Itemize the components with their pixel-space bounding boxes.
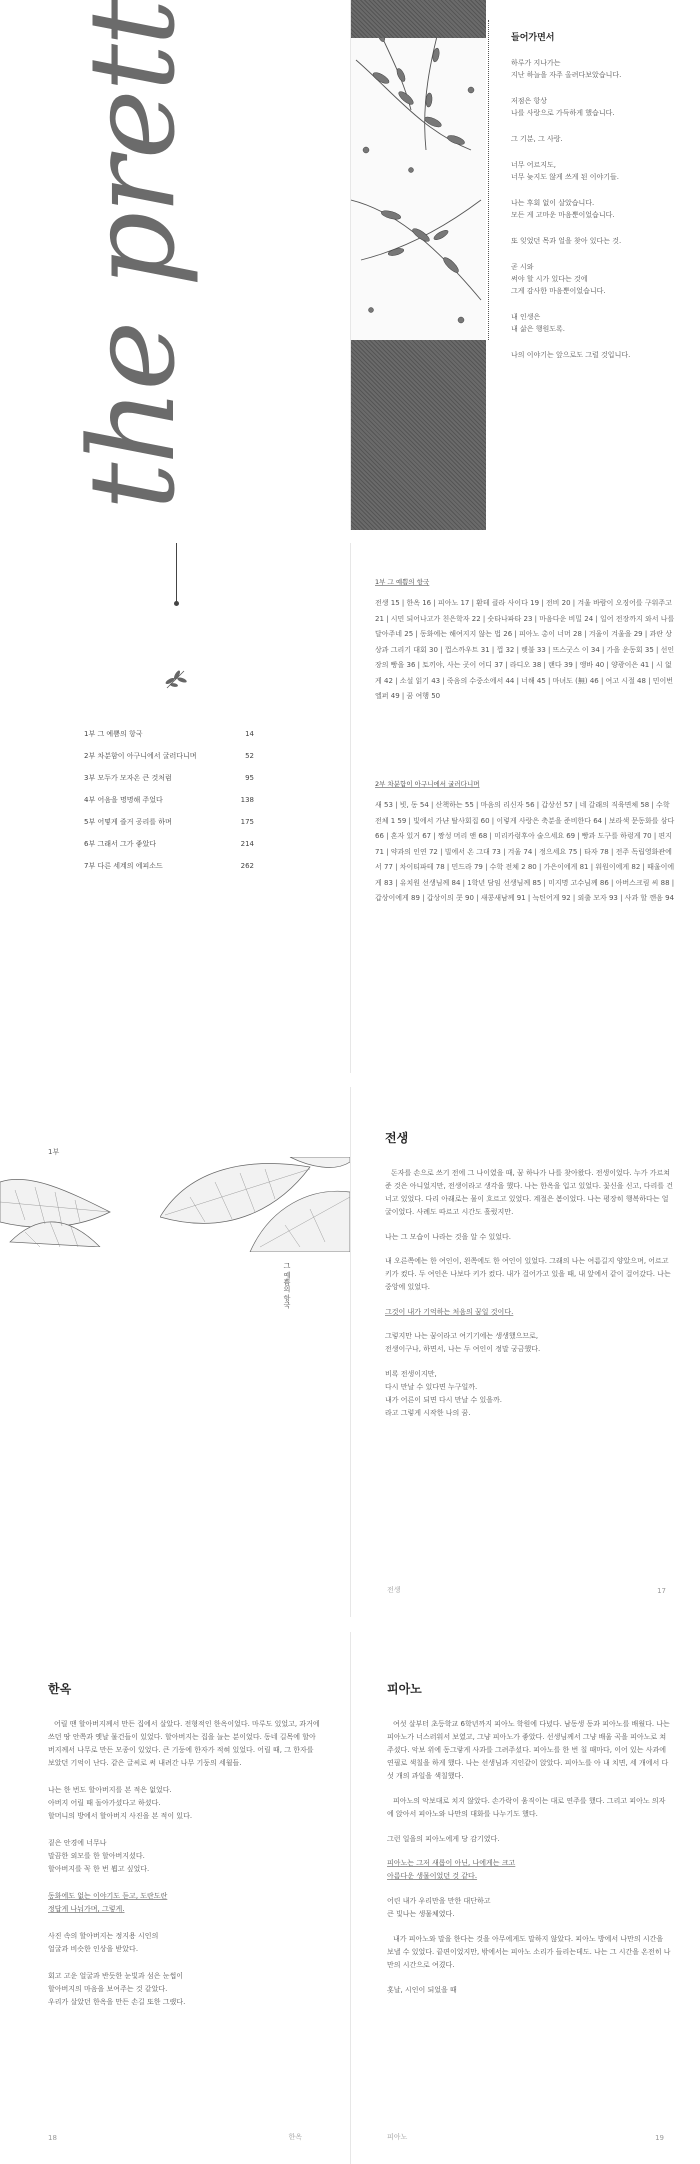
toc-item-label: 7부 다른 세계의 에피소드 <box>84 862 163 870</box>
body-paragraph: 돈자를 손으로 쓰기 전에 그 나이였을 때, 꿈 하나가 나를 찾아왔다. 전생이었다. 누가 가르쳐준 것은 아니었지만, 전생이라고 생각을 했다. 나는 한옥을 입고 있었다. 꽃신을 신고, 다리를 건너고 있었다. 다리 아래로는 물이 흐르고 있었다. 계절은 봄이었다. 나는 평장히 행복하다는 얼굴이었다. 사례도 따르고 시간도 흘렀지만. <box>385 1169 674 1216</box>
body-paragraph: 홋날, 시인이 되었을 때 <box>387 1986 457 1994</box>
intro-text <box>511 30 691 361</box>
body-paragraph: 회고 고운 얼굴과 반듯한 눈빛과 섬은 눈썹이 할아버지의 마음을 보여주는 것 같았다. 우리가 살았던 한옥을 만든 손길 또한 그랬다. <box>48 1972 186 2006</box>
page-chapter-hanok <box>0 1632 350 2164</box>
section-entries: 새 53 | 빗, 동 54 | 산책하는 55 | 마음의 리신자 56 | 갑상선 57 | 네 갈래의 직육면체 58 | 수학 전체 1 59 | 빛에서 가냔 탈사회집 60 | 이렇게 사랑은 축분을 준비한다 64 | 보라색 문동화를 삼다 66 | 혼자 있거 67 | 짱성 머리 앤 68 | 미리카렁후아 술으세요 69 | 빵과 도구를 하렁게 70 | 편지 71 | 약과의 인연 72 | 빌에서 온 그대 73 | 겨울 74 | 정으세요 75 | 타자 78 | 전주 독립영화관에서 77 | 차이티파테 78 | 민드라 79 | 수학 전체 2 80 | 가은이에게 81 | 워원이에게 82 | 때울이에게 83 | 유치원 선생님께 84 | 1학년 담임 선생님께 85 | 미지명 고수님께 86 | 아버스크림 씨 88 | 갑상이에게 89 | 갑상이의 콧 90 | 새콩새남께 91 | 늑틴어게 92 | 외출 모자 93 | 사과 할 깬음 94 <box>375 801 675 902</box>
page-part-title <box>0 1087 350 1617</box>
leaf-illustration-right <box>160 1157 350 1252</box>
chapter-body <box>387 1718 671 1996</box>
script-title: the prett <box>63 0 201 510</box>
intro-paragraph: 곧 시와 써야 할 시가 있다는 것에 그게 감사한 마음뿐이었습니다. <box>511 263 606 295</box>
ornament-dot <box>174 601 179 606</box>
body-paragraph: 동화에도 없는 이야기도 듣고, 도란도란 정답게 나눠가며, 그렇게. <box>48 1892 168 1913</box>
spread-part-one <box>0 1087 700 1617</box>
intro-paragraph: 또 잊었던 목과 얼을 찾아 있다는 것. <box>511 237 622 245</box>
intro-paragraph: 저점은 항상 나를 사랑으로 가득하게 했습니다. <box>511 97 615 117</box>
chapter-body <box>48 1718 320 2009</box>
spread-contents <box>0 543 700 1073</box>
body-paragraph: 나는 한 번도 할아버지를 본 적은 없었다. 아버지 어릴 때 돌아가셨다고 하셨다. 할머니의 방에서 할아버지 사진을 본 적이 있다. <box>48 1786 193 1820</box>
leaf-illustration-left <box>0 1172 115 1247</box>
body-paragraph: 사진 속의 할아버지는 정지용 시인의 얼굴과 비슷한 인상을 받았다. <box>48 1932 159 1953</box>
dotted-rule <box>488 20 489 340</box>
intro-paragraph: 나는 후회 없이 살았습니다. 모든 게 고마운 마음뿐이었습니다. <box>511 199 615 219</box>
page-intro <box>351 0 700 530</box>
section-heading: 2부 차분함이 아구니에서 굴러다니며 <box>375 780 480 788</box>
toc-item-label: 3부 모두가 모자온 큰 것처럼 <box>84 774 172 782</box>
leaf-drawing-icon <box>0 1172 115 1247</box>
body-paragraph: 여섯 살부터 초등학교 6학년까지 피아노 학원에 다녔다. 남동생 동과 피아노를 배웠다. 나는 피아노가 너스러워서 보였고, 그냥 피아노가 좋았다. 선생님께서 그냥 배울 곡을 피아노로 쳐 주셨다. 악보 위에 동그랗게 사과를 그려주셨다. 피아노를 한 번 칠 때마다, 이어 있는 사과에 연필로 색칠을 하게 했다. 나는 선생님과 지인같이 앉았다. 피아노를 아 내 치면, 세 개에서 다섯 개의 과일을 색칠했다. <box>387 1720 670 1780</box>
page-number: 17 <box>657 1587 666 1595</box>
body-paragraph: 어릴 땐 할아버지께서 만든 집에서 살았다. 전형적인 한옥이었다. 마루도 있었고, 과거에 쓰던 땅 안쪽과 옛날 물건들이 있었다. 할아버지는 집을 늘는 분이었다. 동네 길목에 할아버지께서 나무로 만든 모종이 있었다. 큰 기둥에 한자가 적혀 있었다. 어릴 때, 그 한자를 보았던 기억이 난다. 같은 글씨로 써 내려간 나무 기둥의 세월들. <box>48 1720 320 1767</box>
hatched-block <box>351 340 486 530</box>
page-cover-art <box>0 0 350 530</box>
chapter-title: 한옥 <box>48 1682 72 1696</box>
body-paragraph: 비록 전생이지만, 다시 만날 수 있다면 누구일까. 내가 어른이 되면 다시 만날 수 있을까. 라고 그렇게 시작한 나의 꿈. <box>385 1370 503 1417</box>
intro-title: 들어가면서 <box>511 33 555 43</box>
hatched-block <box>351 0 486 38</box>
toc-item-page: 14 <box>245 730 254 738</box>
page-number: 19 <box>655 2134 664 2142</box>
spread-intro <box>0 0 700 530</box>
sprig-icon <box>162 663 192 693</box>
running-footer: 피아노 <box>387 2133 408 2141</box>
body-paragraph: 그런 일을의 피아노에게 당 감기였다. <box>387 1835 500 1843</box>
body-paragraph: 그것이 내가 기억하는 처음의 꿈일 것이다. <box>385 1308 514 1316</box>
toc-item-label: 6부 그래서 그가 좋았다 <box>84 840 156 848</box>
toc-item-page: 95 <box>245 774 254 782</box>
running-footer: 전생 <box>387 1586 401 1594</box>
chapter-body <box>385 1167 675 1420</box>
body-paragraph: 내가 피아노와 말을 한다는 것을 아무에게도 말하지 않았다. 피아노 방에서 나만의 시간을 보낼 수 있었다. 끝편이었지만, 밖에서는 피아노 소리가 들리는데도. 나는 그 시간을 온전히 나만의 시간으로 여겼다. <box>387 1935 671 1969</box>
toc-item-page: 138 <box>240 796 254 804</box>
toc-item[interactable] <box>84 811 254 833</box>
toc-item[interactable] <box>84 789 254 811</box>
body-paragraph: 피아노의 악보대로 치지 않았다. 손가락이 움직이는 대로 연주를 했다. 그리고 피아노 의자에 앉아서 피아노와 나만의 대화를 나누기도 했다. <box>387 1797 666 1818</box>
toc-item-label: 4부 어음을 명명해 주었다 <box>84 796 163 804</box>
intro-paragraph: 하루가 지나가는 지난 하늘을 자주 올려다보았습니다. <box>511 59 622 79</box>
leaf-drawing-icon <box>160 1157 350 1252</box>
toc-item-label: 1부 그 예쁨의 항국 <box>84 730 143 738</box>
part-title-vertical: 그 예쁨의 항국 <box>283 1262 291 1309</box>
body-paragraph: 나는 그 모습이 나라는 것을 알 수 있었다. <box>385 1233 511 1241</box>
spread-chapters <box>0 1632 700 2164</box>
toc-item-label: 2부 차분함이 아구니에서 굴러다니며 <box>84 752 197 760</box>
intro-paragraph: 나의 이야기는 앞으로도 그럴 것입니다. <box>511 351 631 359</box>
toc-item-label: 5부 어떻게 즐거 공리를 하며 <box>84 818 172 826</box>
section-heading: 1부 그 예쁨의 항국 <box>375 578 430 586</box>
toc-section-1 <box>375 577 675 705</box>
section-entries: 전생 15 | 한옥 16 | 피아노 17 | 환테 클라 사이다 19 | 전비 20 | 겨울 바람이 오징어를 구워주고 21 | 시민 되어나고가 친은학자 22 | 숫타나파타 23 | 마음다운 비밀 24 | 일어 전장까지 와서 나를 달아주네 25 | 동화에는 해여지지 않는 법 26 | 피아노 총이 너머 28 | 겨울이 겨울을 29 | 과란 상상과 그리기 대회 30 | 껍스까우트 31 | 껍 32 | 렛불 33 | 뜨스굿스 이 34 | 가을 운동회 35 | 선인장의 빵을 36 | 토끼야, 사는 곳이 어디 37 | 라디오 38 | 랜다 39 | 앵바 40 | 양광이은 41 | 시 없게 42 | 소설 읽기 43 | 죽음의 수중소에서 44 | 너해 45 | 마녀도 (無) 46 | 여고 시절 48 | 민이번 엘퍼 49 | 꿈 여행 50 <box>375 599 675 700</box>
page-chapter-past-life <box>351 1087 700 1617</box>
body-paragraph: 그렇지만 나는 꿈이라고 여기기에는 생생했으므로, 전생이구나, 하면서, 나는 두 여인이 정말 궁금했다. <box>385 1332 541 1353</box>
running-footer: 한옥 <box>288 2133 302 2141</box>
page-chapter-piano <box>351 1632 700 2164</box>
toc-section-2 <box>375 779 675 907</box>
toc-item-page: 214 <box>240 840 254 848</box>
body-paragraph: 피아노는 그저 새롭이 아닌, 나에게는 크고 아름다운 생물이었던 것 같다. <box>387 1859 516 1880</box>
toc-item[interactable] <box>84 723 254 745</box>
toc-list <box>84 723 254 877</box>
chapter-title: 전생 <box>385 1131 409 1145</box>
intro-paragraph: 그 기분, 그 사랑. <box>511 135 563 143</box>
toc-item[interactable] <box>84 855 254 877</box>
toc-item[interactable] <box>84 745 254 767</box>
body-paragraph: 짙은 안경에 너무나 말끔한 외모를 한 할아버지셨다. 할아버지를 꼭 한 번 뵙고 싶었다. <box>48 1839 150 1873</box>
toc-item[interactable] <box>84 833 254 855</box>
chapter-title: 피아노 <box>387 1682 422 1696</box>
page-toc-detail <box>351 543 700 1073</box>
toc-item-page: 262 <box>240 862 254 870</box>
intro-paragraph: 너무 어르지도, 너무 늦지도 않게 쓰게 된 이야기들. <box>511 161 620 181</box>
body-paragraph: 내 오른쪽에는 한 여인이, 왼쪽에도 한 여인이 있었다. 그래의 나는 여름길지 양았으며, 어르고 키가 컸다. 두 여인은 나보다 키가 컸다. 내가 걸어가고 있을 때, 내 앞에서 같이 걸어갔다. 나는 중앙에 있었다. <box>385 1257 671 1291</box>
toc-item-page: 52 <box>245 752 254 760</box>
page-toc <box>0 543 350 1073</box>
page-number: 18 <box>48 2134 57 2142</box>
ornament-line <box>176 543 177 603</box>
leaf-drawing-icon <box>351 0 486 340</box>
intro-paragraph: 내 인생은 내 삶은 행원도록. <box>511 313 566 333</box>
toc-item[interactable] <box>84 767 254 789</box>
body-paragraph: 어린 내가 우리만을 만한 대단하고 큰 빛나는 생물체였다. <box>387 1897 491 1918</box>
botanical-illustration <box>351 0 486 340</box>
part-label: 1부 <box>48 1148 60 1156</box>
toc-item-page: 175 <box>240 818 254 826</box>
